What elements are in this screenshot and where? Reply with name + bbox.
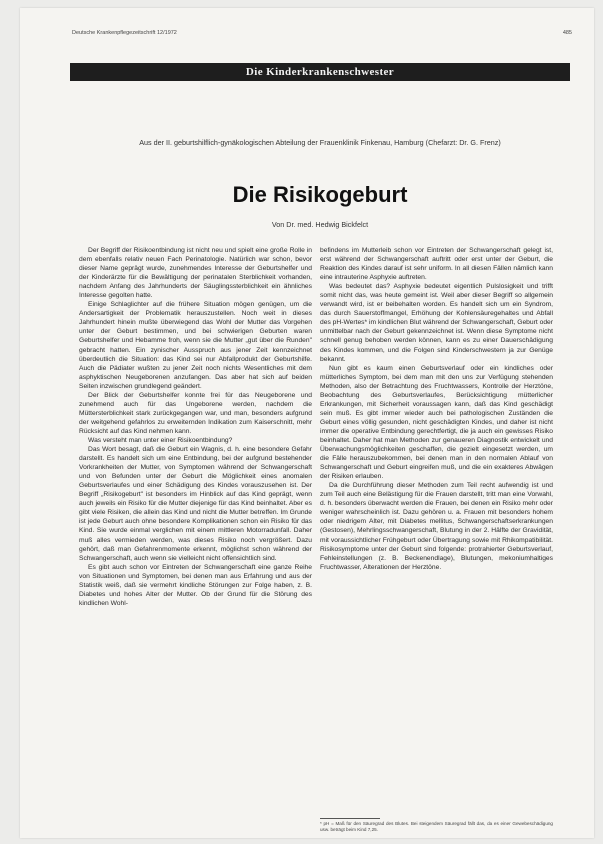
paragraph: Der Begriff der Risikoentbindung ist nicht neu und spielt eine große Rolle in dem ebenfalls relativ neuen Fach Perinatologie. Natürlich war schon, bevor dieser Name geprägt wurde, zunehmendes Interesse der Geburtshelfer und der Kinderärzte für die Bewältigung der perinatalen Sterblichkeit vorhanden, nachdem Anfang des Jahrhunderts der Säuglingssterblichkeit ein ähnliches Interesse gegolten hatte. [79,247,312,300]
footnote: * pH = Maß für den Säuregrad des Blutes. Bei steigendem Säuregrad fällt das, da es einer Gewebeschädigung usw. beträgt beim Kind 7,25. [320,821,553,832]
article-author: Von Dr. med. Hedwig Bickfelct [271,220,369,229]
right-column [320,246,553,572]
paragraph: Was bedeutet das? Asphyxie bedeutet eigentlich Pulslosigkeit und trifft somit nicht das, was heute gemeint ist. Weil aber dieser Begriff so allgemein verwandt wird, ist er beibehalten worden. Es handelt sich um ein Syndrom, das durch Sauerstoffmangel, Erhöhung der Kohlensäuregehaltes und Abfall des pH-Wertes* im kindlichen Blut während der Schwangerschaft, Geburt oder unmittelbar nach der Geburt gekennzeichnet ist. Wenn diese Symptome nicht schnell genug behoben werden können, kann es zu einer Dauerschädigung des Kindes kommen, und die Folgen sind Kinderschwestern ja zur Genüge bekannt. [320,283,553,363]
left-column [79,246,312,608]
page-number: 485 [562,30,572,36]
paragraph: Nun gibt es kaum einen Geburtsverlauf oder ein kindliches oder mütterliches Symptom, bei dem man mit den uns zur Verfügung stehenden Methoden, also der Betrachtung des Fruchtwassers, Kontrolle der Herztöne, Beobachtung des Geburtsverlaufes, Berücksichtigung mütterlicher Erkrankungen, mit Sicherheit voraussagen kann, daß das Kind geschädigt sein muß. Es gibt immer wieder auch bei pathologischen Zuständen die Geburt eines völlig gesunden, nicht geschädigten Kindes, und daher ist nicht immer die operative Entbindung gerechtfertigt, die ja auch ein gewisses Risiko beinhaltet. Daher hat man Methoden zur genaueren Diagnostik entwickelt und Überwachungsmöglichkeiten geschaffen, die gezielt eingesetzt werden, um die Fälle herauszubekommen, bei denen man in den normalen Ablauf von Schwangerschaft und Geburt eingreifen muß, und die ein exakteres Abwägen der Risiken erlauben. [320,364,553,481]
paragraph: Da die Durchführung dieser Methoden zum Teil recht aufwendig ist und zum Teil auch eine Belästigung für die Frauen darstellt, tritt man eine Vorwahl, d. h. besonders überwacht werden die Frauen, bei denen ein Risiko mehr oder weniger wahrscheinlich ist. Dazu gehören u. a. Frauen mit besonders hohem oder niedrigem Alter, mit Diabetes mellitus, Schwangerschaftserkrankungen (Gestosen), Mehrlingsschwangerschaft, Blutung in der 2. Hälfte der Gravidität, mit voraussichtlicher Frühgeburt oder Übertragung sowie mit Rhikompatibilität. Risikosymptome unter der Geburt sind folgende: protrahierter Geburtsverlauf, Fehleinstellungen (z. B. Beckenendlage), Blutungen, mekoniumhaltiges Fruchtwasser, Alterationen der Herztöne. [320,482,553,571]
paragraph: Der Blick der Geburtshelfer konnte frei für das Neugeborene und zunehmend auch für das Ungeborene werden, nachdem die Müttersterblichkeit stark zurückgegangen war, und man, besonders aufgrund der weitgehend gefahrlos zu erweiternden Indikation zum Kaiserschnitt, mehr Rücksicht auf das Kind nehmen kann. [79,391,312,435]
section-banner: Die Kinderkrankenschwester [70,63,570,81]
paragraph: befindens im Mutterleib schon vor Eintreten der Schwangerschaft gelegt ist, erst während der Schwangerschaft auftritt oder erst unter der Geburt, die Reaktion des Kindes darauf ist sehr uniform. In all diesen Fällen nämlich kann eine intrauterine Asphyxie auftreten. [320,247,553,282]
running-head [72,30,572,36]
journal-page [20,8,594,838]
paragraph: Was versteht man unter einer Risikoentbindung? [88,436,233,444]
article-affiliation: Aus der II. geburtshilflich-gynäkologischen Abteilung der Frauenklinik Finkenau, Hamburg (Chefarzt: Dr. G. Frenz) [139,138,501,147]
footnote-divider [320,818,380,819]
paragraph: Das Wort besagt, daß die Geburt ein Wagnis, d. h. eine besondere Gefahr darstellt. Es handelt sich um eine Entbindung, bei der aufgrund bestehender Vorkrankheiten der Mutter, von Symptomen während der Schwangerschaft und von Befunden unter der Geburt die Möglichkeit eines anomalen Geburtsverlaufes und einer Schädigung des Kindes vorauszusehen ist. Der Begriff „Risikogeburt" ist besonders im Hinblick auf das Kind geprägt, wenn auch jeweils ein Risiko für die Mutter diejenige für das Kind beinhaltet. Aber es gibt viele Risiken, die allein das Kind und nicht die Mutter betreffen. Im Grunde ist jede Geburt auch ohne besondere Komplikationen schon ein Risiko für das Kind. Sie wurde einmal verglichen mit einem mittleren Motorradunfall. Daher muß alles vermieden werden, was dieses Risiko noch vergrößert. Dazu gehört, daß man Gefahrenmomente erkennt, möglichst schon während der Schwangerschaft, auch wenn sie vielleicht nicht offensichtlich sind. [79,446,312,562]
article-title: Die Risikogeburt [232,182,408,207]
paragraph: Einige Schlaglichter auf die frühere Situation mögen genügen, um die Andersartigkeit der Problematik herauszustellen. Noch weit in dieses Jahrhundert hinein mußte überwiegend das Wohl der Mutter das Vorgehen unter der Geburt bestimmen, und bei schwierigen Geburten waren Geburtshelfer und Hebamme froh, wenn sie die Mutter „gut über die Runden" gebracht hatten. Ein zynischer Ausspruch aus jener Zeit kennzeichnet überdeutlich die Situation: das Kind sei nur Abfallprodukt der Geburtshilfe. Auch die Pädiater wußten zu jener Zeit noch nichts Wesentliches mit dem asphyktischen Neugeborenen anzufangen. Das aber hat sich auf beiden Seiten inzwischen grundlegend geändert. [79,301,312,390]
journal-name: Deutsche Krankenpflegezeitschrift 12/1972 [72,30,177,36]
paragraph: Es gibt auch schon vor Eintreten der Schwangerschaft eine ganze Reihe von Situationen und Symptomen, bei denen man aus Erfahrung und aus der Statistik weiß, daß sie vermehrt kindliche Störungen zur Folge haben, z. B. Diabetes und hohes Alter der Mutter. Ob der Grund für die Störung des kindlichen Wohl- [79,563,312,607]
